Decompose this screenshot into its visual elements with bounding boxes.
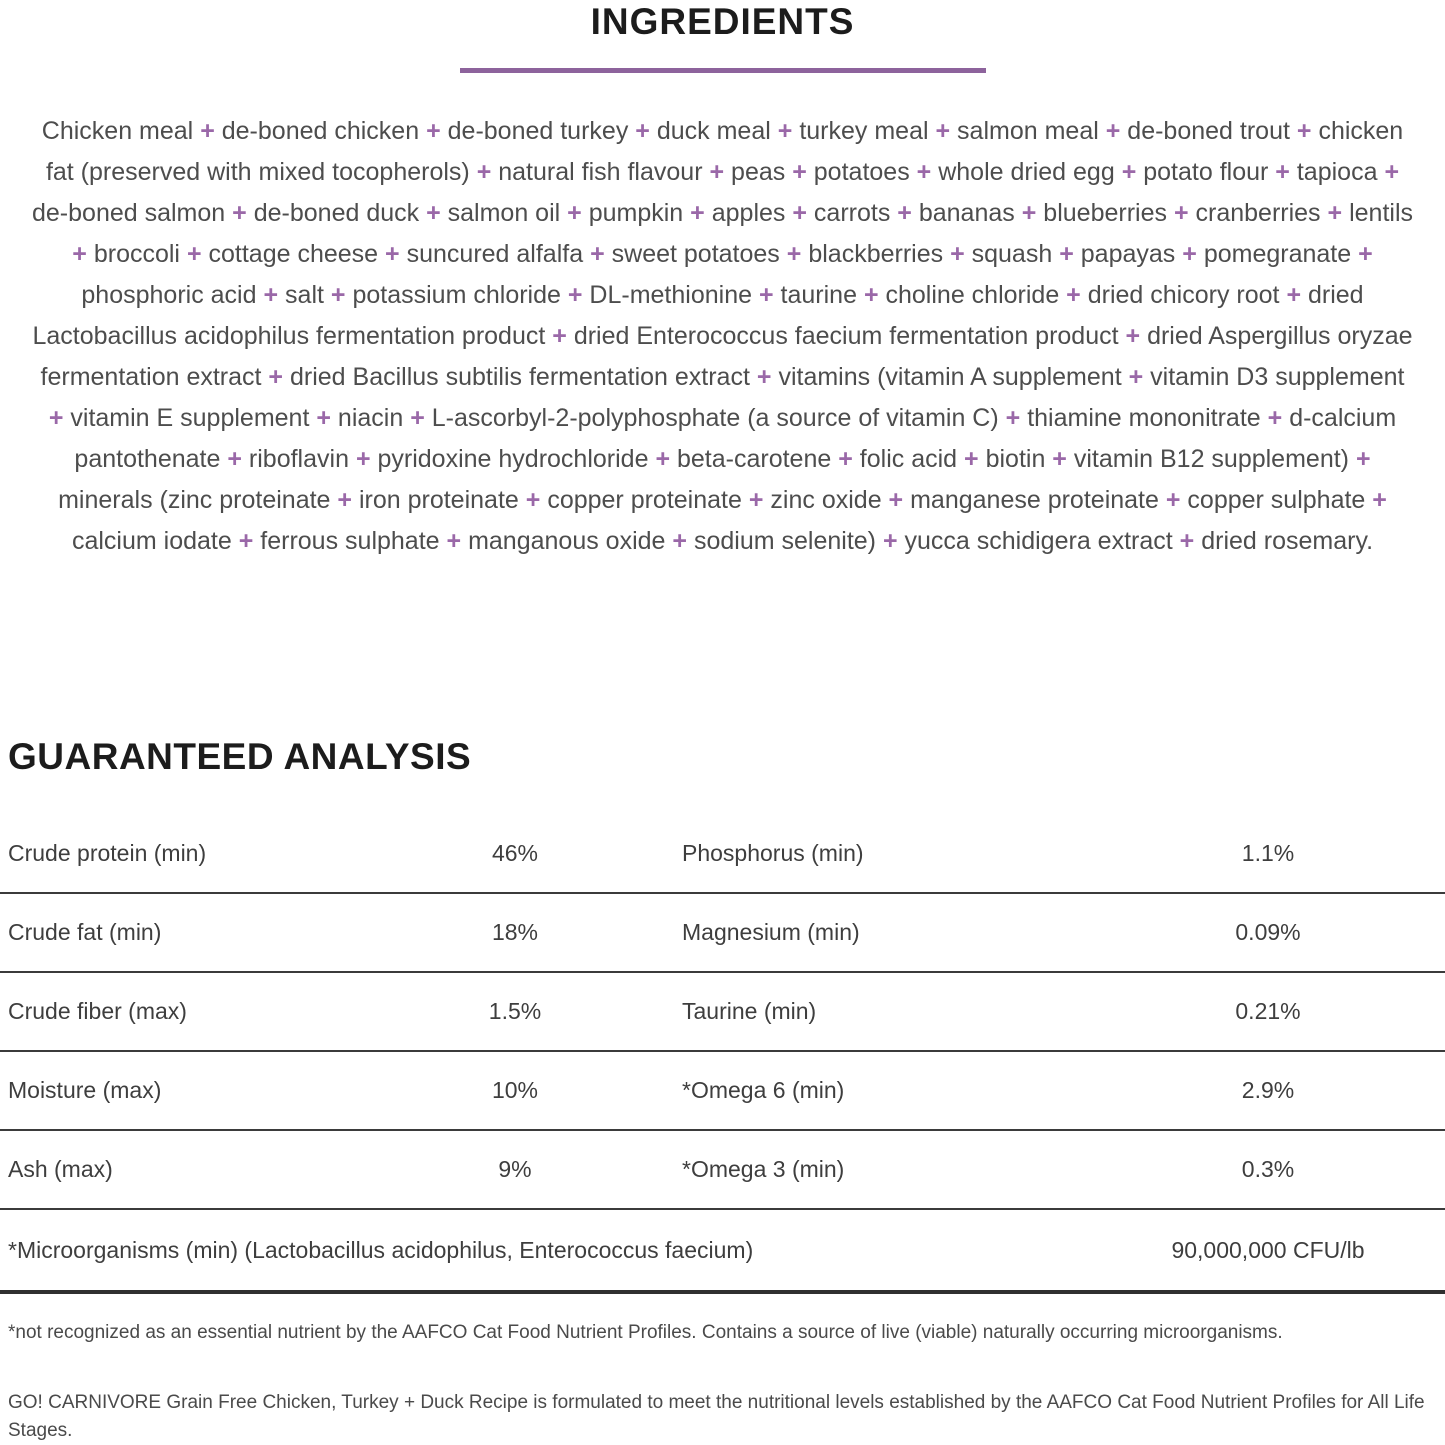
analysis-value: 0.21% <box>1235 998 1301 1024</box>
plus-separator: + <box>709 158 725 186</box>
ingredient-item: pomegranate <box>1203 240 1352 268</box>
plus-separator: + <box>777 117 793 145</box>
analysis-label: Crude fat (min) <box>8 919 162 945</box>
analysis-row <box>0 1131 1445 1210</box>
ingredient-item: apples <box>711 199 786 227</box>
plus-separator: + <box>1173 199 1189 227</box>
plus-separator: + <box>1165 486 1181 514</box>
ingredient-item: bananas <box>918 199 1015 227</box>
plus-separator: + <box>355 445 371 473</box>
ingredient-item: vitamin B12 supplement) <box>1073 445 1349 473</box>
page-title: INGREDIENTS <box>590 1 855 42</box>
ingredient-item: dried chicory root <box>1087 281 1280 309</box>
plus-separator: + <box>238 527 254 555</box>
ingredient-item: potatoes <box>813 158 910 186</box>
plus-separator: + <box>792 158 807 186</box>
ingredient-item: vitamin D3 supplement <box>1150 363 1405 391</box>
plus-separator: + <box>1372 486 1387 514</box>
plus-separator: + <box>1286 281 1302 309</box>
plus-separator: + <box>330 281 346 309</box>
plus-separator: + <box>1179 527 1195 555</box>
plus-separator: + <box>426 199 441 227</box>
analysis-value: 46% <box>491 840 539 866</box>
ingredient-item: dried Aspergillus oryzae fermentation extract <box>40 322 1413 391</box>
ingredient-item: copper proteinate <box>547 486 742 514</box>
plus-separator: + <box>916 158 932 186</box>
ingredient-item: suncured alfalfa <box>406 240 584 268</box>
footnote-aafco-nutrient: *not recognized as an essential nutrient by the AAFCO Cat Food Nutrient Profiles. Contains a source of live (viable) naturally occurring microorganisms. <box>8 1322 1283 1343</box>
plus-separator: + <box>426 117 441 145</box>
analysis-table <box>0 815 1445 1294</box>
ingredient-item: potassium chloride <box>352 281 561 309</box>
ingredient-item: manganese proteinate <box>910 486 1159 514</box>
ingredient-item: de-boned chicken <box>221 117 420 145</box>
ingredient-item: de-boned duck <box>253 199 420 227</box>
plus-separator: + <box>567 281 583 309</box>
analysis-row <box>0 1052 1445 1131</box>
plus-separator: + <box>935 117 951 145</box>
ingredient-item: pumpkin <box>588 199 684 227</box>
ingredient-item: iron proteinate <box>358 486 519 514</box>
ingredient-item: carrots <box>813 199 891 227</box>
ingredient-item: salmon meal <box>957 117 1099 145</box>
analysis-value: 90,000,000 CFU/lb <box>1171 1236 1365 1263</box>
ingredient-item: cottage cheese <box>208 240 379 268</box>
analysis-row <box>0 894 1445 973</box>
plus-separator: + <box>385 240 400 268</box>
analysis-row <box>0 815 1445 894</box>
ingredient-item: zinc oxide <box>770 486 882 514</box>
ingredient-item: beta-carotene <box>677 445 832 473</box>
ingredient-item: natural fish flavour <box>498 158 703 186</box>
plus-separator: + <box>1121 158 1137 186</box>
analysis-heading: GUARANTEED ANALYSIS <box>8 736 472 777</box>
ingredient-item: tapioca <box>1296 158 1378 186</box>
ingredient-item: copper sulphate <box>1187 486 1366 514</box>
analysis-label: *Microorganisms (min) (Lactobacillus acidophilus, Enterococcus faecium) <box>8 1236 754 1263</box>
ingredient-item: chicken fat (preserved with mixed tocopherols) <box>45 117 1404 186</box>
ingredient-item: dried Enterococcus faecium fermentation product <box>573 322 1119 350</box>
plus-separator: + <box>552 322 567 350</box>
analysis-label: Moisture (max) <box>8 1077 162 1103</box>
analysis-value: 1.5% <box>488 998 542 1024</box>
ingredient-item: folic acid <box>859 445 958 473</box>
plus-separator: + <box>1125 322 1141 350</box>
plus-separator: + <box>72 240 87 268</box>
analysis-label: Taurine (min) <box>682 998 817 1024</box>
analysis-value: 0.3% <box>1241 1156 1295 1182</box>
analysis-label: Ash (max) <box>8 1156 113 1182</box>
plus-separator: + <box>525 486 541 514</box>
ingredient-item: de-boned turkey <box>447 117 629 145</box>
ingredient-item: sodium selenite) <box>693 527 876 555</box>
plus-separator: + <box>1066 281 1081 309</box>
ingredient-item: de-boned salmon <box>32 199 226 227</box>
ingredient-item: DL-methionine <box>589 281 753 309</box>
plus-separator: + <box>1358 240 1373 268</box>
analysis-value: 1.1% <box>1241 840 1295 866</box>
plus-separator: + <box>690 199 705 227</box>
plus-separator: + <box>446 527 462 555</box>
plus-separator: + <box>410 404 425 432</box>
ingredient-item: L-ascorbyl-2-polyphosphate (a source of vitamin C) <box>431 404 999 432</box>
ingredient-item: broccoli <box>93 240 180 268</box>
ingredient-item: sweet potatoes <box>611 240 780 268</box>
ingredient-item: salmon oil <box>447 199 561 227</box>
plus-separator: + <box>186 240 202 268</box>
ingredient-item: minerals (zinc proteinate <box>58 486 331 514</box>
ingredient-item: riboflavin <box>248 445 349 473</box>
plus-separator: + <box>756 363 772 391</box>
plus-separator: + <box>838 445 853 473</box>
ingredient-item: taurine <box>780 281 857 309</box>
ingredient-item: de-boned trout <box>1127 117 1290 145</box>
plus-separator: + <box>888 486 904 514</box>
ingredient-item: yucca schidigera extract <box>904 527 1173 555</box>
ingredient-item: turkey meal <box>799 117 929 145</box>
plus-separator: + <box>590 240 605 268</box>
analysis-label: Crude protein (min) <box>8 840 207 866</box>
ingredient-item: whole dried egg <box>938 158 1115 186</box>
ingredient-item: potato flour <box>1143 158 1269 186</box>
analysis-label: *Omega 3 (min) <box>682 1156 845 1182</box>
plus-separator: + <box>897 199 912 227</box>
plus-separator: + <box>882 527 898 555</box>
plus-separator: + <box>786 240 802 268</box>
ingredient-item: Chicken meal <box>41 117 194 145</box>
plus-separator: + <box>227 445 242 473</box>
ingredient-item: calcium iodate <box>71 527 232 555</box>
plus-separator: + <box>1021 199 1037 227</box>
ingredient-item: dried Lactobacillus acidophilus fermentation product <box>32 281 1364 350</box>
plus-separator: + <box>232 199 247 227</box>
ingredient-item: phosphoric acid <box>81 281 257 309</box>
analysis-row <box>0 973 1445 1052</box>
plus-separator: + <box>1296 117 1312 145</box>
plus-separator: + <box>1059 240 1074 268</box>
analysis-value: 9% <box>498 1156 532 1182</box>
microorganisms-row <box>0 1210 1445 1294</box>
ingredient-item: vitamin E supplement <box>70 404 310 432</box>
plus-separator: + <box>748 486 764 514</box>
plus-separator: + <box>672 527 688 555</box>
plus-separator: + <box>268 363 284 391</box>
plus-separator: + <box>863 281 879 309</box>
plus-separator: + <box>1327 199 1343 227</box>
plus-separator: + <box>263 281 279 309</box>
plus-separator: + <box>316 404 331 432</box>
ingredient-item: blueberries <box>1043 199 1167 227</box>
ingredient-item: niacin <box>337 404 404 432</box>
analysis-value: 10% <box>491 1077 539 1103</box>
plus-separator: + <box>1182 240 1197 268</box>
ingredient-item: manganous oxide <box>468 527 666 555</box>
analysis-label: Crude fiber (max) <box>8 998 187 1024</box>
plus-separator: + <box>567 199 582 227</box>
ingredient-item: biotin <box>985 445 1046 473</box>
ingredient-item: cranberries <box>1195 199 1321 227</box>
ingredient-item: lentils <box>1349 199 1413 227</box>
ingredient-item: ferrous sulphate <box>260 527 440 555</box>
ingredient-item: blackberries <box>808 240 944 268</box>
plus-separator: + <box>337 486 353 514</box>
ingredient-item: papayas <box>1080 240 1176 268</box>
ingredient-item: duck meal <box>656 117 771 145</box>
plus-separator: + <box>964 445 979 473</box>
plus-separator: + <box>655 445 671 473</box>
plus-separator: + <box>1267 404 1283 432</box>
plus-separator: + <box>1384 158 1400 186</box>
plus-separator: + <box>1275 158 1290 186</box>
ingredient-item: choline chloride <box>885 281 1060 309</box>
plus-separator: + <box>48 404 64 432</box>
plus-separator: + <box>635 117 650 145</box>
plus-separator: + <box>1105 117 1121 145</box>
analysis-label: Phosphorus (min) <box>682 840 864 866</box>
ingredient-item: d-calcium pantothenate <box>74 404 1397 473</box>
analysis-value: 2.9% <box>1241 1077 1295 1103</box>
ingredients-text <box>0 111 1445 644</box>
analysis-label: Magnesium (min) <box>682 919 860 945</box>
plus-separator: + <box>792 199 807 227</box>
footnote-formulation: GO! CARNIVORE Grain Free Chicken, Turkey + Duck Recipe is formulated to meet the nutritional levels established by the AAFCO Cat Food Nutrient Profiles for All Life Stages. <box>8 1392 1425 1441</box>
analysis-label: *Omega 6 (min) <box>682 1077 845 1103</box>
ingredient-item: dried rosemary. <box>1201 527 1374 555</box>
ingredient-item: thiamine mononitrate <box>1027 404 1261 432</box>
analysis-value: 0.09% <box>1235 919 1301 945</box>
plus-separator: + <box>950 240 965 268</box>
ingredient-item: pyridoxine hydrochloride <box>377 445 649 473</box>
label-page <box>0 1 1445 1441</box>
plus-separator: + <box>476 158 492 186</box>
ingredient-item: squash <box>971 240 1053 268</box>
analysis-value: 18% <box>491 919 539 945</box>
plus-separator: + <box>1005 404 1021 432</box>
plus-separator: + <box>1052 445 1067 473</box>
plus-separator: + <box>200 117 215 145</box>
ingredient-item: dried Bacillus subtilis fermentation extract <box>289 363 750 391</box>
plus-separator: + <box>758 281 774 309</box>
ingredient-item: vitamins (vitamin A supplement <box>778 363 1122 391</box>
plus-separator: + <box>1128 363 1144 391</box>
accent-rule <box>460 68 986 73</box>
plus-separator: + <box>1355 445 1371 473</box>
ingredient-item: salt <box>285 281 324 309</box>
ingredient-item: peas <box>731 158 786 186</box>
